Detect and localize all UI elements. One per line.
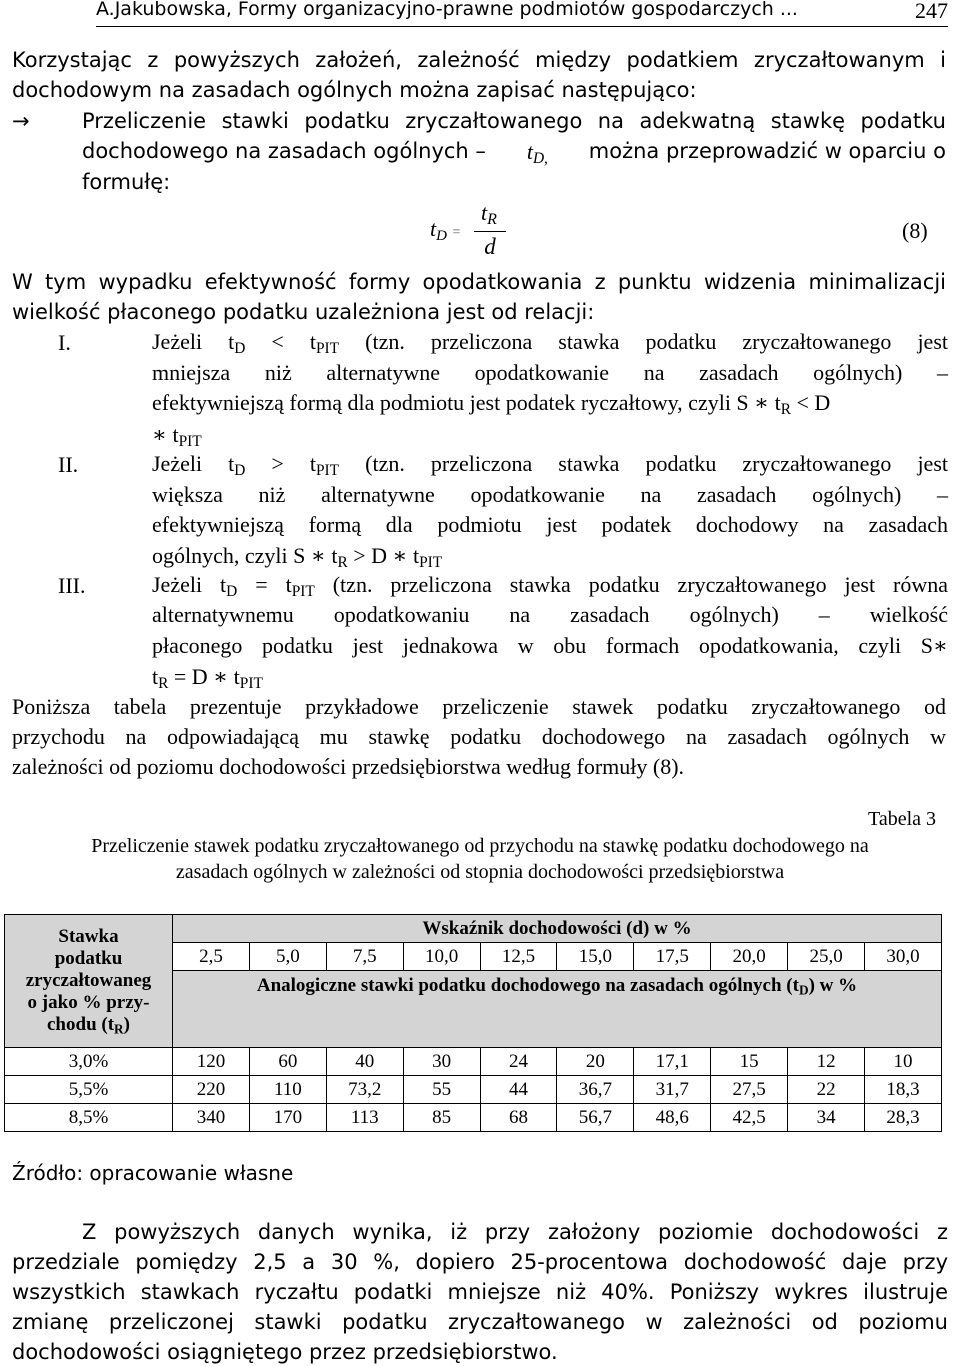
intro-line-2: dochodowym na zasadach ogólnych można zapisać następująco: xyxy=(12,78,697,102)
value-cell: 24 xyxy=(480,1048,557,1076)
corner-line: Stawka xyxy=(58,926,119,948)
d-value-cell: 20,0 xyxy=(711,943,788,971)
page-number: 247 xyxy=(915,0,948,23)
running-header xyxy=(96,0,948,27)
formula-number: (8) xyxy=(902,218,928,243)
t: efektywniejszą formą dla podmiotu jest podatek ryczałtowy, czyli S ∗ t xyxy=(152,390,781,415)
table-caption-2: zasadach ogólnych w zależności od stopnia dochodowości przedsiębiorstwa xyxy=(175,861,785,883)
para2-line-2: przychodu na odpowiadającą mu stawkę podatku dochodowego na zasadach ogólnych w xyxy=(12,724,946,749)
table-corner-header xyxy=(5,915,173,1048)
running-header-title: A.Jakubowska, Formy organizacyjno-prawne podmiotów gospodarczych ... xyxy=(96,0,798,20)
case-2-line-3: efektywniejszą formą dla podmiotu jest podatek dochodowy na zasadach xyxy=(152,512,948,537)
para3-line-5: dochodowości osiągniętego przez przedsiębiorstwo. xyxy=(12,1340,558,1364)
sub: PIT xyxy=(239,674,263,692)
d-value-cell: 17,5 xyxy=(634,943,711,971)
t: ∗ t xyxy=(152,422,179,447)
t: Jeżeli t xyxy=(152,451,235,476)
value-cell: 15 xyxy=(711,1048,788,1076)
rate-cell: 5,5% xyxy=(5,1076,173,1104)
table-header-sub xyxy=(173,971,942,1048)
value-cell: 12 xyxy=(788,1048,865,1076)
value-cell: 60 xyxy=(249,1048,326,1076)
formula-lhs-t: t xyxy=(430,216,437,241)
para1-line-1: W tym wypadku efektywność formy opodatkowania z punktu widzenia minimalizacji xyxy=(12,270,946,294)
t: (tzn. przeliczona stawka podatku zryczałtowanego jest xyxy=(365,451,948,476)
value-cell: 56,7 xyxy=(557,1104,634,1132)
d-value-cell: 12,5 xyxy=(480,943,557,971)
t: ogólnych, czyli S ∗ t xyxy=(152,543,338,568)
value-cell: 113 xyxy=(326,1104,403,1132)
para1-line-2: wielkość płaconego podatku uzależniona jest od relacji: xyxy=(12,300,595,324)
sub: R xyxy=(780,400,791,418)
t: (tzn. przeliczona stawka podatku zryczałtowanego jest równa xyxy=(332,572,948,597)
bullet-line-3: formułę: xyxy=(82,170,171,194)
table-caption-1: Przeliczenie stawek podatku zryczałtowanego od przychodu na stawkę podatku dochodowego na xyxy=(91,835,869,857)
formula-eq: = xyxy=(452,225,461,240)
d-value-cell: 25,0 xyxy=(788,943,865,971)
table-row xyxy=(5,1104,942,1132)
case-2-line-2: większa niż alternatywne opodatkowanie na zasadach ogólnych) – xyxy=(152,482,948,507)
value-cell: 44 xyxy=(480,1076,557,1104)
corner-line: o jako % przy- xyxy=(27,991,150,1013)
t: (tzn. przeliczona stawka podatku zryczałtowanego jest xyxy=(365,329,948,354)
case-1-line-3 xyxy=(152,390,830,416)
bullet-line-2-rest: można przeprowadzić w oparciu o xyxy=(588,139,946,163)
bullet-var-t: t xyxy=(526,139,533,164)
value-cell: 220 xyxy=(173,1076,250,1104)
value-cell: 31,7 xyxy=(634,1076,711,1104)
t: = D ∗ t xyxy=(173,664,240,689)
value-cell: 17,1 xyxy=(634,1048,711,1076)
t: Jeżeli t xyxy=(152,329,235,354)
t: < D xyxy=(796,390,831,415)
rate-cell: 8,5% xyxy=(5,1104,173,1132)
sub: PIT xyxy=(291,582,315,600)
t: t xyxy=(152,664,159,689)
case-3-line-2: alternatywnemu opodatkowaniu na zasadach ogólnych) – wielkość xyxy=(152,602,948,627)
corner-line: podatku xyxy=(54,948,123,970)
t: ) w % xyxy=(808,975,858,996)
case-3-line-3: płaconego podatku jest jednakowa w obu formach opodatkowania, czyli S∗ xyxy=(152,633,948,658)
value-cell: 110 xyxy=(249,1076,326,1104)
para3-line-1: Z powyższych danych wynika, iż przy założony poziomie dochodowości z xyxy=(82,1220,948,1244)
sub: PIT xyxy=(316,461,340,479)
value-cell: 68 xyxy=(480,1104,557,1132)
formula-lhs-sub: D xyxy=(436,227,447,244)
value-cell: 48,6 xyxy=(634,1104,711,1132)
corner-line: zryczałtowaneg xyxy=(25,970,152,992)
formula-denominator: d xyxy=(484,234,496,259)
para3-line-3: wszystkich stawkach ryczałtu podatki mniejsze niż 40%. Poniższy wykres ilustruje xyxy=(12,1280,948,1304)
sub: R xyxy=(337,553,348,571)
table-row xyxy=(5,1076,942,1104)
d-value-cell: 15,0 xyxy=(557,943,634,971)
sub: D xyxy=(234,461,246,479)
t: < t xyxy=(271,329,316,354)
value-cell: 28,3 xyxy=(865,1104,942,1132)
d-value-cell: 7,5 xyxy=(326,943,403,971)
sub: PIT xyxy=(419,553,443,571)
value-cell: 120 xyxy=(173,1048,250,1076)
sub: R xyxy=(114,1021,124,1037)
case-1-line-2: mniejsza niż alternatywne opodatkowanie na zasadach ogólnych) – xyxy=(152,360,948,385)
d-value-cell: 2,5 xyxy=(173,943,250,971)
formula-num-sub: R xyxy=(487,211,497,228)
conversion-table xyxy=(4,914,942,1132)
case-3-line-4 xyxy=(152,664,263,690)
t: ) xyxy=(123,1013,130,1035)
sub: R xyxy=(158,674,169,692)
table-header-top: Wskaźnik dochodowości (d) w % xyxy=(173,915,942,943)
value-cell: 73,2 xyxy=(326,1076,403,1104)
case-1-label: I. xyxy=(58,330,71,355)
value-cell: 40 xyxy=(326,1048,403,1076)
t: Jeżeli t xyxy=(152,572,227,597)
table-source: Źródło: opracowanie własne xyxy=(12,1161,294,1185)
value-cell: 18,3 xyxy=(865,1076,942,1104)
value-cell: 55 xyxy=(403,1076,480,1104)
value-cell: 42,5 xyxy=(711,1104,788,1132)
bullet-line-1: Przeliczenie stawki podatku zryczałtowanego na adekwatną stawkę podatku xyxy=(82,109,946,133)
corner-line xyxy=(5,1014,172,1036)
value-cell: 34 xyxy=(788,1104,865,1132)
value-cell: 36,7 xyxy=(557,1076,634,1104)
value-cell: 20 xyxy=(557,1048,634,1076)
formula-num-t: t xyxy=(481,200,488,225)
t: chodu (t xyxy=(47,1013,115,1035)
value-cell: 170 xyxy=(249,1104,326,1132)
t: > t xyxy=(271,451,316,476)
case-2-line-1 xyxy=(152,451,948,477)
para3-line-2: przedziale pomiędzy 2,5 a 30 %, dopiero 25-procentowa dochodowość daje przy xyxy=(12,1250,948,1274)
t: > D ∗ t xyxy=(353,543,420,568)
d-value-cell: 5,0 xyxy=(249,943,326,971)
formula-numerator xyxy=(474,200,504,226)
para2-line-3: zależności od poziomu dochodowości przedsiębiorstwa według formuły (8). xyxy=(12,754,685,779)
bullet-line-2 xyxy=(82,139,946,165)
case-3-label: III. xyxy=(58,573,86,598)
case-2-label: II. xyxy=(58,452,79,477)
value-cell: 27,5 xyxy=(711,1076,788,1104)
t: Analogiczne stawki podatku dochodowego na zasadach ogólnych (t xyxy=(256,975,799,996)
value-cell: 30 xyxy=(403,1048,480,1076)
bullet-var-sub: D, xyxy=(532,149,548,167)
rate-cell: 3,0% xyxy=(5,1048,173,1076)
case-1-line-1 xyxy=(152,329,948,355)
value-cell: 10 xyxy=(865,1048,942,1076)
case-1-line-4 xyxy=(152,422,202,448)
intro-line-1: Korzystając z powyższych założeń, zależność między podatkiem zryczałtowanym i xyxy=(12,48,946,72)
case-2-line-4 xyxy=(152,543,442,569)
value-cell: 22 xyxy=(788,1076,865,1104)
para2-line-1: Poniższa tabela prezentuje przykładowe przeliczenie stawek podatku zryczałtowanego od xyxy=(12,694,946,719)
fraction-bar xyxy=(474,231,506,232)
sub: PIT xyxy=(178,432,202,450)
arrow-icon: → xyxy=(12,109,30,133)
t: = t xyxy=(255,572,292,597)
bullet-var xyxy=(527,139,548,165)
sub: D xyxy=(234,339,246,357)
value-cell: 85 xyxy=(403,1104,480,1132)
case-3-line-1 xyxy=(152,572,948,598)
d-value-cell: 30,0 xyxy=(865,943,942,971)
value-cell: 340 xyxy=(173,1104,250,1132)
bullet-line-2-text: dochodowego na zasadach ogólnych – xyxy=(82,139,486,163)
sub: D xyxy=(226,582,238,600)
table-label: Tabela 3 xyxy=(868,808,937,830)
table-row xyxy=(5,1048,942,1076)
formula-lhs xyxy=(430,216,460,242)
sub: PIT xyxy=(316,339,340,357)
sub: D xyxy=(798,982,809,998)
para3-line-4: zmianę przeliczonej stawki podatku zryczałtowanego w zależności od poziomu xyxy=(12,1310,948,1334)
d-value-cell: 10,0 xyxy=(403,943,480,971)
